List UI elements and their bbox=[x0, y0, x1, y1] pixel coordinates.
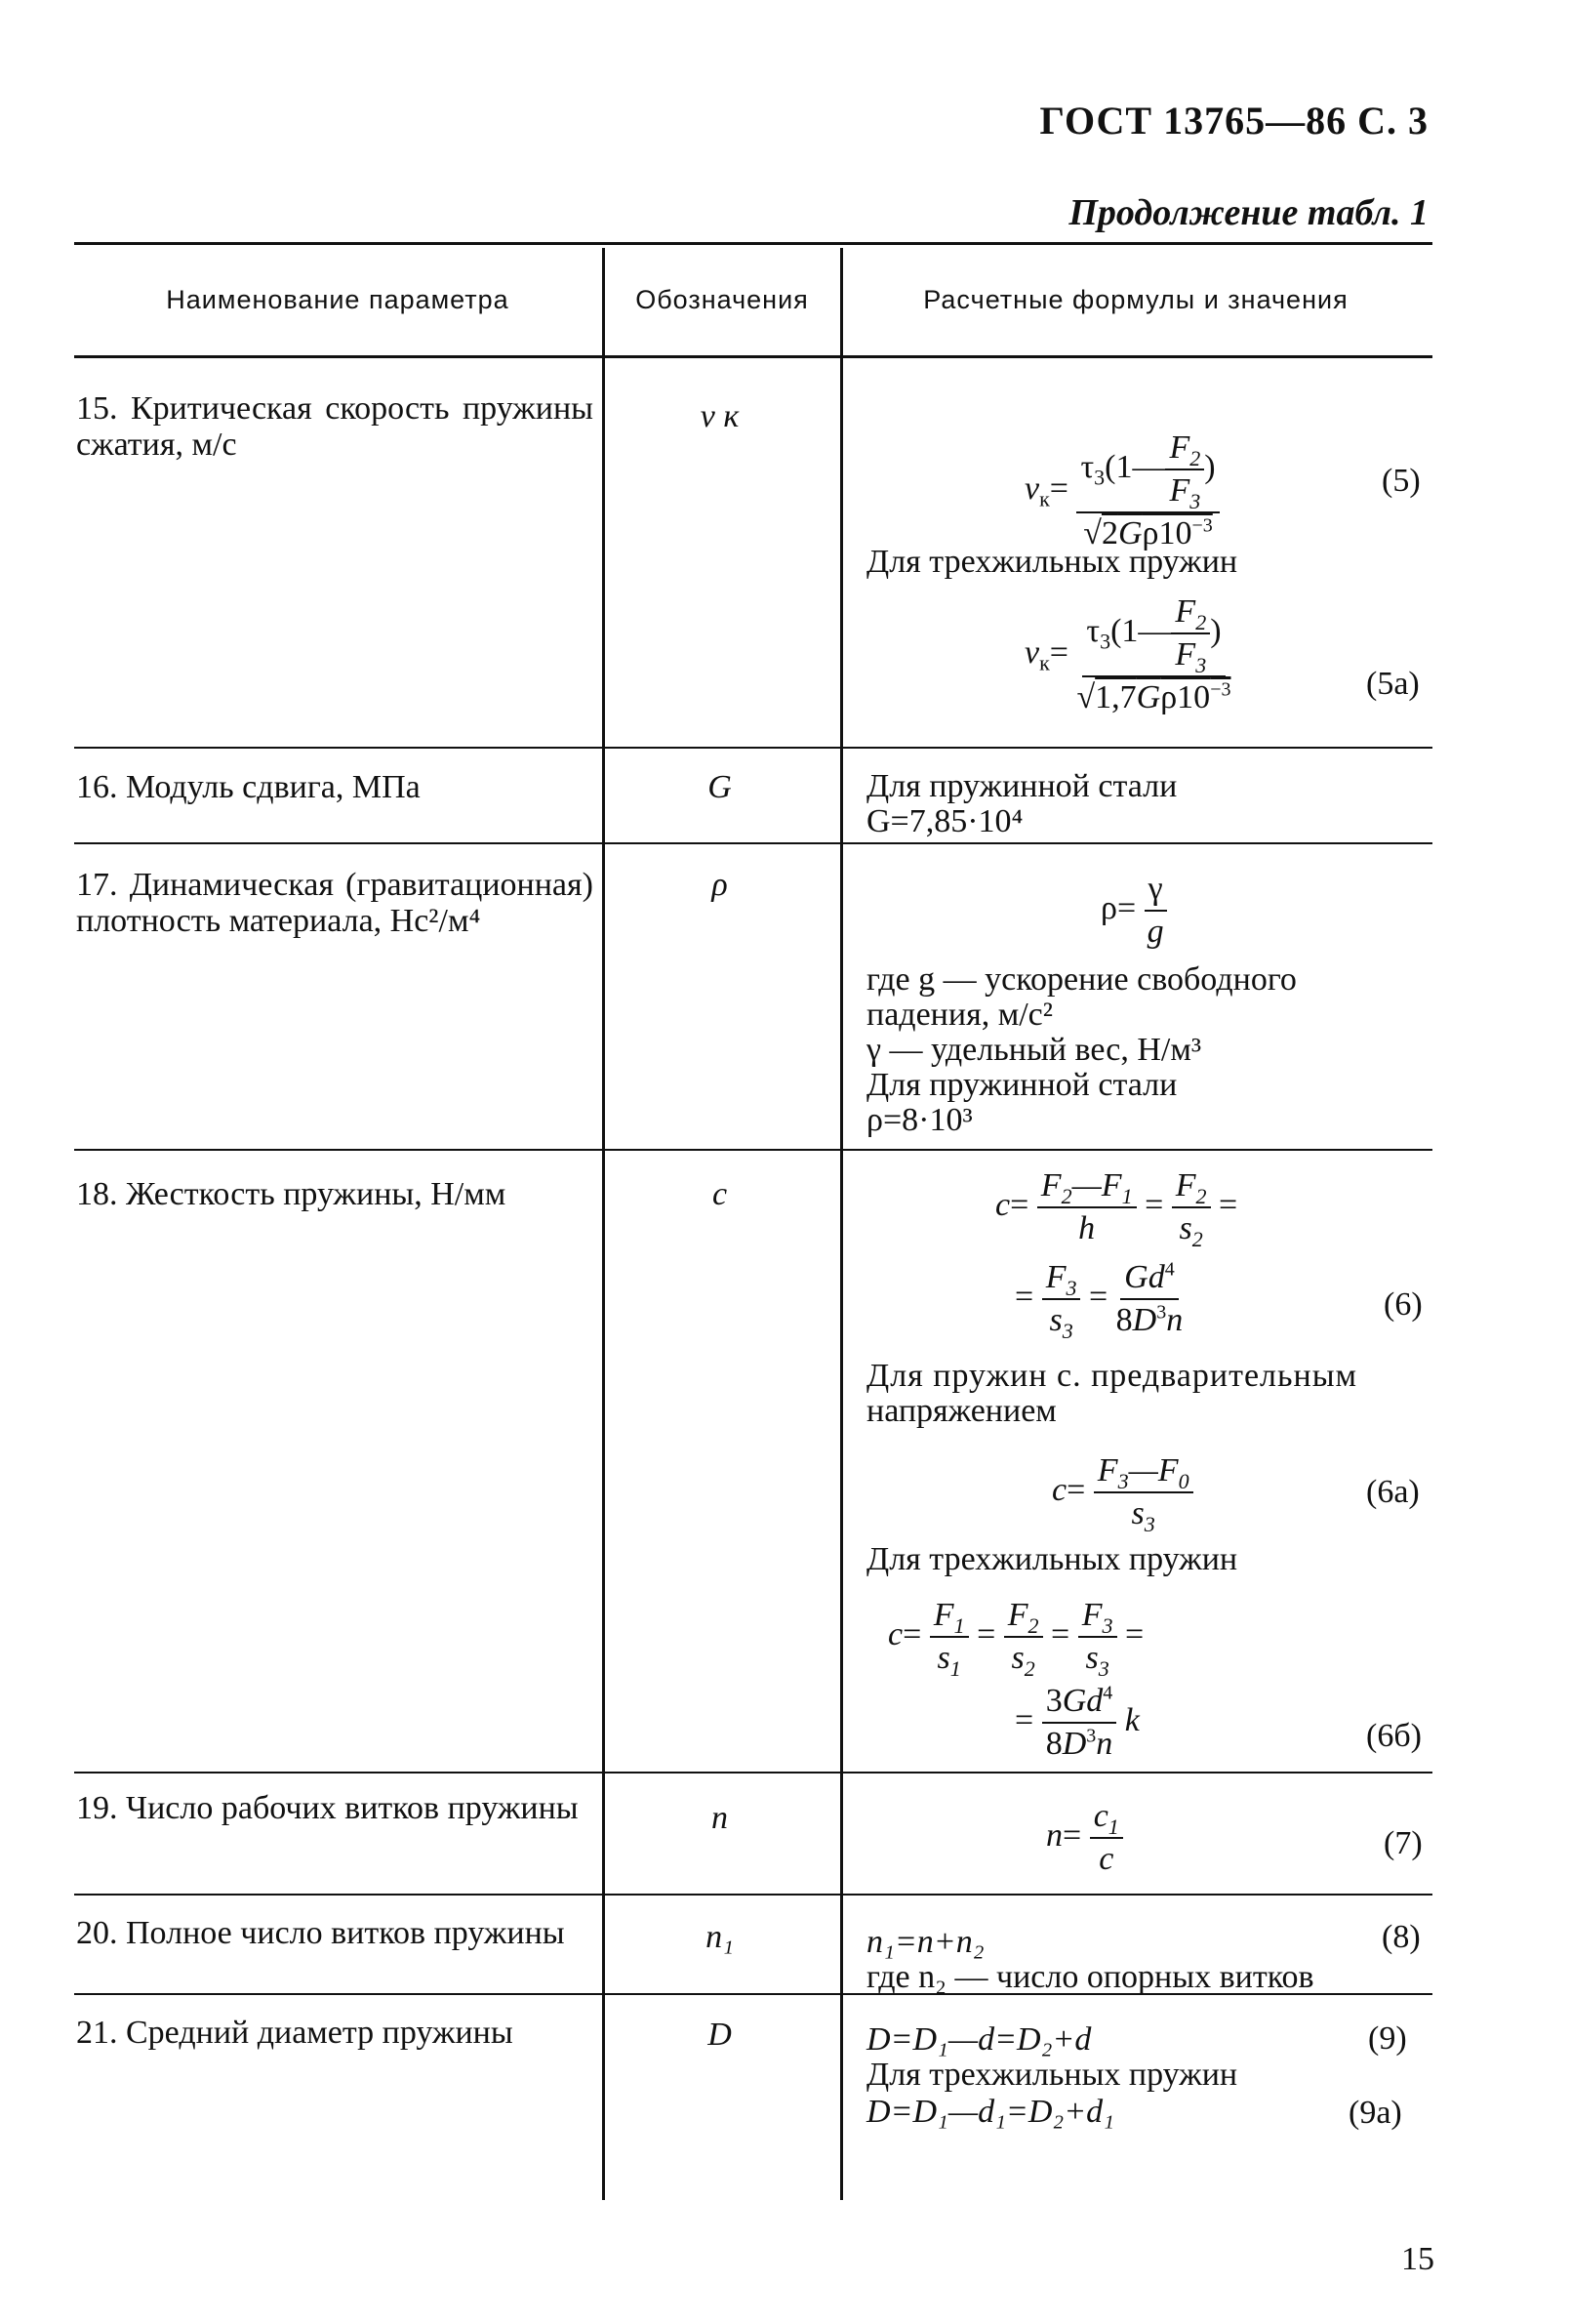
density-note-2: падения, м/с² bbox=[866, 997, 1053, 1033]
header-bottom-rule bbox=[74, 355, 1432, 358]
equation-number-9a: (9а) bbox=[1349, 2095, 1402, 2131]
density-note-1: где g — ускорение свободного bbox=[866, 961, 1297, 998]
param-name-16: 16. Модуль сдвига, МПа bbox=[76, 769, 421, 805]
equation-number-5a: (5а) bbox=[1366, 666, 1420, 702]
param-symbol-17: ρ bbox=[711, 867, 728, 903]
column-header-name: Наименование параметра bbox=[166, 285, 509, 314]
param-symbol-15: v к bbox=[700, 398, 740, 434]
param-name-21: 21. Средний диаметр пружины bbox=[76, 2015, 513, 2051]
equation-number-5: (5) bbox=[1382, 463, 1421, 499]
formula-6-part1: c= $\frac{F_2—F_1}{h}$ = $\frac{F_2}{s_2}$ = bbox=[995, 1167, 1238, 1251]
document-code: ГОСТ 13765—86 С. 3 bbox=[1039, 99, 1429, 143]
param-symbol-16: G bbox=[707, 769, 732, 805]
param-name-20: 20. Полное число витков пружины bbox=[76, 1915, 565, 1951]
shear-modulus-value: G=7,85·10⁴ bbox=[866, 803, 1024, 839]
density-value: ρ=8·10³ bbox=[866, 1102, 973, 1138]
equation-number-6a: (6а) bbox=[1366, 1474, 1420, 1510]
row-separator bbox=[74, 842, 1432, 844]
formula-6b-part2: = $\frac{3Gd^4}{8D^3n}$ k bbox=[1015, 1682, 1140, 1762]
equation-number-8: (8) bbox=[1382, 1919, 1421, 1955]
preload-note-cont: напряжением bbox=[866, 1393, 1057, 1429]
formula-6-part2: = $\frac{F_3}{s_3}$ = $\frac{Gd^4}{8D^3n}$ bbox=[1015, 1258, 1184, 1343]
param-name-19: 19. Число рабочих витков пружины bbox=[76, 1790, 579, 1826]
equation-number-6: (6) bbox=[1384, 1286, 1423, 1323]
param-symbol-18: c bbox=[711, 1176, 728, 1212]
density-note-4: Для пружинной стали bbox=[866, 1067, 1178, 1103]
row-separator bbox=[74, 1772, 1432, 1774]
density-note-3: γ — удельный вес, Н/м³ bbox=[866, 1032, 1202, 1068]
column-divider-2 bbox=[840, 248, 843, 2200]
note-three-strand: Для трехжильных пружин bbox=[866, 544, 1238, 580]
param-symbol-21: D bbox=[707, 2017, 732, 2053]
param-name-17: 17. Динамическая (гравитационная) плотность материала, Нс²/м⁴ bbox=[76, 867, 593, 939]
param-symbol-19: n bbox=[711, 1800, 728, 1836]
row-separator bbox=[74, 1894, 1432, 1896]
spring-steel-label: Для пружинной стали bbox=[866, 768, 1178, 804]
formula-5a: $v_к=$ $\tau_3(1—$ $\frac{F_2}{F_3}$ ) $√1,7G\rho 10^{-3}$ bbox=[1025, 593, 1231, 715]
formula-5: $v_к=$ $\tau_3(1—$ $\frac{F_2}{F_3}$ ) $√2G\rho 10^{-3}$ bbox=[1025, 429, 1220, 552]
three-strand-note: Для трехжильных пружин bbox=[866, 1541, 1238, 1577]
param-name-15: 15. Критическая скорость пружины сжатия, м/с bbox=[76, 390, 593, 463]
formula-8: n₁=n+n₂ bbox=[866, 1924, 985, 1960]
formula-density: ρ= $\frac{\gamma}{g}$ bbox=[1101, 871, 1167, 951]
column-header-formula: Расчетные формулы и значения bbox=[923, 285, 1349, 314]
param-name-18: 18. Жесткость пружины, Н/мм bbox=[76, 1176, 506, 1212]
column-divider-1 bbox=[602, 248, 605, 2200]
column-header-symbol: Обозначения bbox=[635, 285, 809, 314]
formula-6b-part1: c= $\frac{F_1}{s_1}$ = $\frac{F_2}{s_2}$ = $\frac{F_3}{s_3}$ = bbox=[888, 1597, 1145, 1681]
formula-9a: D=D₁—d₁=D₂+d₁ bbox=[866, 2094, 1115, 2130]
row-separator bbox=[74, 747, 1432, 749]
equation-number-9: (9) bbox=[1368, 2020, 1407, 2057]
formula-6a: c= $\frac{F_3—F_0}{s_3}$ bbox=[1052, 1452, 1193, 1532]
equation-number-6b: (6б) bbox=[1366, 1718, 1422, 1754]
three-strand-note-21: Для трехжильных пружин bbox=[866, 2057, 1238, 2093]
formula-9: D=D₁—d=D₂+d bbox=[866, 2021, 1092, 2058]
formula-7: n= $\frac{c_1}{c}$ bbox=[1046, 1798, 1123, 1878]
row-separator bbox=[74, 1149, 1432, 1151]
support-coils-note: где n₂ — число опорных витков bbox=[866, 1959, 1314, 1995]
equation-number-7: (7) bbox=[1384, 1825, 1423, 1861]
page-number: 15 bbox=[1401, 2241, 1434, 2277]
param-symbol-20: n₁ bbox=[705, 1919, 734, 1955]
table-continuation-label: Продолжение табл. 1 bbox=[1068, 192, 1429, 233]
table-top-rule bbox=[74, 242, 1432, 245]
preload-note: Для пружин с. предварительным bbox=[866, 1358, 1358, 1394]
